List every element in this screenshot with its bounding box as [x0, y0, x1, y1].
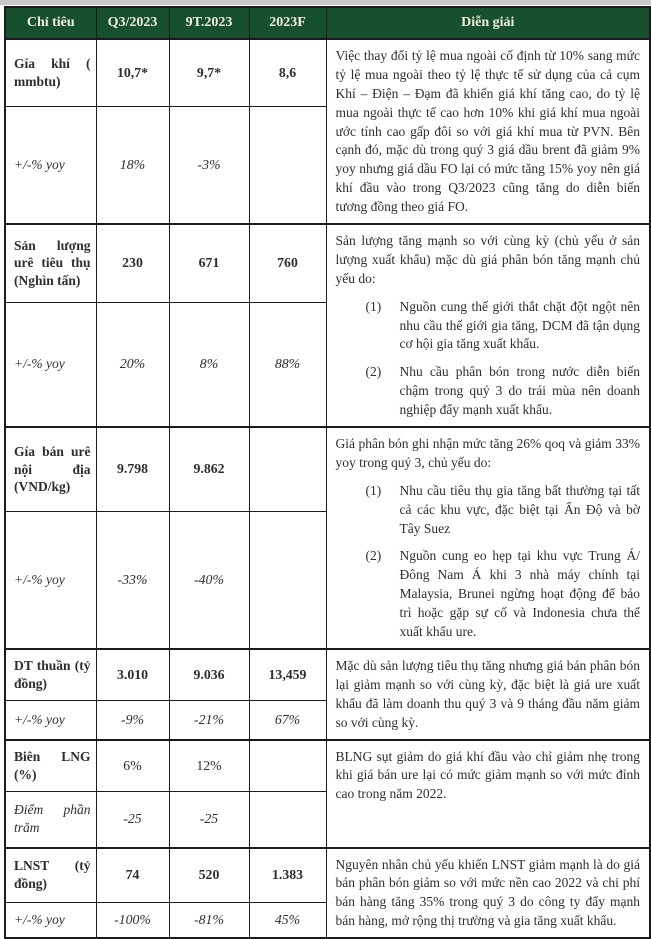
metric-value-q3: 3.010 [96, 649, 169, 701]
financial-results-table [4, 6, 651, 939]
metric-row-bien-lng [5, 740, 650, 792]
metric-value-2023f: 8,6 [249, 39, 326, 106]
yoy-label: +/-% yoy [5, 302, 96, 427]
list-marker: (2) [365, 548, 382, 564]
explanation-text: Việc thay đổi tỷ lệ mua ngoài cố định từ 10% sang mức tỷ lệ mua ngoài theo tỷ lệ thực tế sử dụng của cả cụm Khí – Điện – Đạm đã khiến giá khí tăng cao, do tỷ lệ mua ngoài thực tế cao hơn 10% khi giá khí mua ngoài ước tính cao gấp đôi so với giá khí mua từ PVN. Bên cạnh đó, mặc dù trong quý 3 giá dầu brent đã giảm 9% yoy nhưng giá dầu FO lại có mức tăng 15% yoy nên giá khí đầu vào trong Q3/2023 cũng tăng do diễn biến tương đồng theo giá FO. [335, 48, 640, 215]
list-text: Nguồn cung thế giới thắt chặt đột ngột nên nhu cầu thế giới gia tăng, DCM đã tận dụng cơ hội gia tăng xuất khẩu. [399, 298, 640, 352]
explanation-text: Mặc dù sản lượng tiêu thụ tăng nhưng giá bán phân bón lại giảm mạnh so với cùng kỳ, đặc biệt là giá ure xuất khẩu đã làm doanh thu quý 3 và 9 tháng đầu năm giảm so với cùng kỳ. [335, 657, 640, 730]
column-header-2023f: 2023F [249, 7, 326, 39]
explanation-cell [326, 427, 650, 649]
yoy-value-q3: -25 [96, 792, 169, 848]
explanation-intro: Sản lượng tăng mạnh so với cùng kỳ (chủ yếu ở sản lượng xuất khẩu) mặc dù giá phân bón tăng mạnh chủ yếu do: [335, 233, 640, 286]
metric-row-lnst [5, 848, 650, 903]
list-text: Nhu cầu tiêu thụ gia tăng bất thường tại tất cả các khu vực, đặc biệt tại Ấn Độ và bờ Tây Suez [399, 482, 640, 536]
metric-row-gia-khi [5, 39, 650, 106]
metric-value-2023f [249, 740, 326, 792]
metric-row-gia-ban-ure [5, 427, 650, 511]
metric-value-9t: 9.036 [169, 649, 249, 701]
list-item [366, 482, 641, 539]
explanation-cell [326, 224, 650, 427]
yoy-value-2023f [249, 106, 326, 224]
table-header-row [5, 7, 650, 39]
list-item [366, 298, 641, 355]
yoy-value-9t: 8% [169, 302, 249, 427]
metric-value-9t: 12% [169, 740, 249, 792]
yoy-label: +/-% yoy [5, 106, 96, 224]
yoy-value-9t: -40% [169, 511, 249, 649]
metric-label: Biên LNG (%) [5, 740, 96, 792]
top-divider-strip [0, 0, 651, 5]
metric-value-q3: 6% [96, 740, 169, 792]
yoy-value-2023f [249, 511, 326, 649]
metric-value-9t: 9.862 [169, 427, 249, 511]
metric-value-9t: 9,7* [169, 39, 249, 106]
list-item [366, 547, 641, 641]
metric-value-9t: 520 [169, 848, 249, 903]
metric-value-q3: 230 [96, 224, 169, 302]
yoy-value-2023f: 88% [249, 302, 326, 427]
metric-value-q3: 74 [96, 848, 169, 903]
yoy-value-q3: -9% [96, 701, 169, 740]
metric-label: Gía bán urê nội địa (VND/kg) [5, 427, 96, 511]
metric-label: Sản lượng urê tiêu thụ (Nghìn tấn) [5, 224, 96, 302]
metric-value-9t: 671 [169, 224, 249, 302]
yoy-label: Điểm phần trăm [5, 792, 96, 848]
yoy-value-9t: -81% [169, 902, 249, 938]
metric-value-2023f: 1.383 [249, 848, 326, 903]
yoy-value-q3: 20% [96, 302, 169, 427]
list-marker: (1) [365, 482, 382, 498]
list-text: Nguồn cung eo hẹp tại khu vực Trung Á/Đông Nam Á khi 3 nhà máy chính tại Malaysia, Brunei ngừng hoạt động để bảo trì hoặc gặp sự cố và Indonesia chưa thể xuất khẩu ure. [399, 548, 640, 640]
yoy-value-q3: 18% [96, 106, 169, 224]
explanation-text: BLNG sụt giảm do giá khí đầu vào chỉ giảm nhẹ trong khi giá bán ure lại có mức giảm mạnh so với mức đỉnh cao trong năm 2022. [335, 748, 640, 802]
yoy-value-q3: -33% [96, 511, 169, 649]
explanation-cell [326, 740, 650, 848]
metric-row-san-luong [5, 224, 650, 302]
list-marker: (1) [365, 298, 382, 314]
metric-value-2023f: 13,459 [249, 649, 326, 701]
metric-value-2023f: 760 [249, 224, 326, 302]
list-text: Nhu cầu phân bón trong nước diễn biến chậm trong quý 3 do trái mùa nên doanh nghiệp đẩy mạnh xuất khẩu. [399, 364, 640, 418]
list-item [366, 363, 641, 420]
yoy-label: +/-% yoy [5, 902, 96, 938]
yoy-label: +/-% yoy [5, 701, 96, 740]
explanation-cell [326, 39, 650, 224]
yoy-value-9t: -25 [169, 792, 249, 848]
yoy-label: +/-% yoy [5, 511, 96, 649]
explanation-cell [326, 848, 650, 939]
metric-value-2023f [249, 427, 326, 511]
yoy-value-9t: -3% [169, 106, 249, 224]
metric-label: LNST (tỷ đồng) [5, 848, 96, 903]
yoy-value-q3: -100% [96, 902, 169, 938]
explanation-text: Nguyên nhân chủ yếu khiến LNST giảm mạnh là do giá bán phân bón giảm so với mức nền cao 2022 và chi phí bán hàng tăng 35% trong quý 3 do công ty đẩy mạnh bán hàng, mở rộng thị trường và gia tăng xuất khẩu. [335, 856, 640, 929]
metric-value-q3: 9.798 [96, 427, 169, 511]
explanation-cell [326, 649, 650, 740]
yoy-value-9t: -21% [169, 701, 249, 740]
column-header-9t-2023: 9T.2023 [169, 7, 249, 39]
column-header-chi-tieu: Chỉ tiêu [5, 7, 96, 39]
yoy-value-2023f: 67% [249, 701, 326, 740]
column-header-dien-giai: Diễn giải [326, 7, 650, 39]
list-marker: (2) [365, 364, 382, 380]
metric-row-dt-thuan [5, 649, 650, 701]
yoy-value-2023f: 45% [249, 902, 326, 938]
metric-label: Gía khí ( mmbtu) [5, 39, 96, 106]
metric-label: DT thuần (tỷ đồng) [5, 649, 96, 701]
column-header-q3-2023: Q3/2023 [96, 7, 169, 39]
explanation-intro: Giá phân bón ghi nhận mức tăng 26% qoq và giảm 33% yoy trong quý 3, chủ yếu do: [335, 436, 640, 470]
metric-value-q3: 10,7* [96, 39, 169, 106]
yoy-value-2023f [249, 792, 326, 848]
